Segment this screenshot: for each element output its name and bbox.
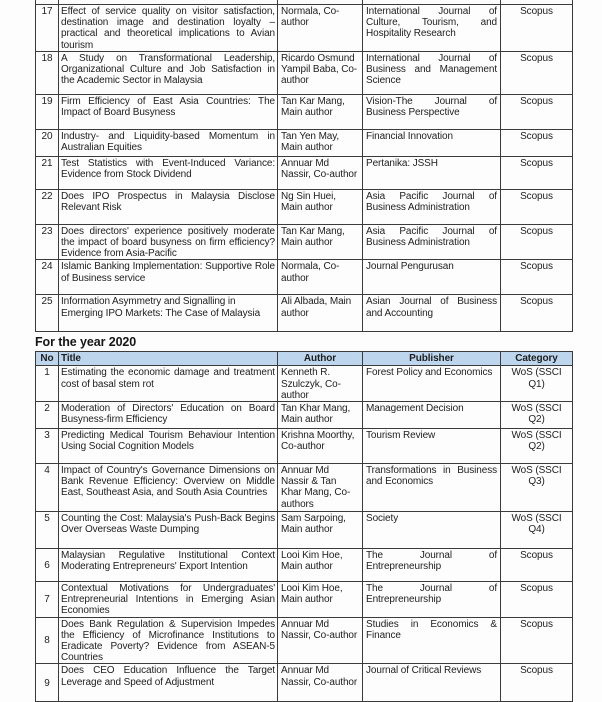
header-no: No <box>36 352 59 366</box>
cell-publisher: The Journal of Entrepreneurship <box>363 582 501 618</box>
cell-author: Tan Yen May, Main author <box>278 129 363 156</box>
cell-title: Moderation of Directors' Education on Board Busyness-firm Efficiency <box>59 402 278 429</box>
cell-author: Normala, Co-author <box>278 5 363 52</box>
cell-no: 19 <box>36 94 59 129</box>
cell-category: Scopus <box>501 94 573 129</box>
section-heading-2020: For the year 2020 <box>35 335 137 350</box>
cell-title: Does Bank Regulation & Supervision Impedes the Efficiency of Microfinance Institutions to Eradicate Poverty? Evidence from ASEAN-5 Countries <box>59 617 278 664</box>
cell-no: 21 <box>36 156 59 189</box>
table-row <box>36 402 573 429</box>
table-row <box>36 617 573 664</box>
table-row <box>36 189 573 224</box>
cell-no: 2 <box>36 402 59 429</box>
cell-author: Ali Albada, Main author <box>278 295 363 332</box>
cell-title: Predicting Medical Tourism Behaviour Intention Using Social Cognition Models <box>59 429 278 464</box>
table-row <box>36 582 573 618</box>
cell-publisher: International Journal of Culture, Tourism, and Hospitality Research <box>363 5 501 52</box>
table-row <box>36 549 573 582</box>
cell-no: 24 <box>36 260 59 295</box>
cell-author: Tan Khar Mang, Main author <box>278 402 363 429</box>
cell-title: Impact of Country's Governance Dimensions on Bank Revenue Efficiency: Overview on Middle East, Southeast Asia, and South Asia Countries <box>59 464 278 512</box>
table-row <box>36 512 573 549</box>
cell-title: Does directors' experience positively moderate the impact of board busyness on firm efficiency? Evidence from Asia-Pacific <box>59 224 278 260</box>
cell-publisher: Studies in Economics & Finance <box>363 617 501 664</box>
cell-publisher: Pertanika: JSSH <box>363 156 501 189</box>
cell-author: Normala, Co-author <box>278 260 363 295</box>
cell-no: 3 <box>36 429 59 464</box>
cell-category: Scopus <box>501 156 573 189</box>
cell-title: Contextual Motivations for Undergraduates' Entrepreneurial Intentions in Emerging Asian Economies <box>59 582 278 618</box>
cell-no: 20 <box>36 129 59 156</box>
table-row <box>36 464 573 512</box>
cell-publisher: Journal of Critical Reviews <box>363 664 501 702</box>
table-row <box>36 224 573 260</box>
cell-author: Looi Kim Hoe, Main author <box>278 549 363 582</box>
cell-publisher: Forest Policy and Economics <box>363 366 501 402</box>
cell-no: 8 <box>36 617 59 664</box>
cell-category: Scopus <box>501 260 573 295</box>
cell-category: Scopus <box>501 295 573 332</box>
header-category: Category <box>501 352 573 366</box>
cell-no: 23 <box>36 224 59 260</box>
cell-author: Sam Sarpoing, Main author <box>278 512 363 549</box>
header-author: Author <box>278 352 363 366</box>
table-row <box>36 260 573 295</box>
table-row <box>36 295 573 332</box>
cell-author: Kenneth R. Szulczyk, Co-author <box>278 366 363 402</box>
cell-title: A Study on Transformational Leadership, Organizational Culture and Job Satisfaction in the Academic Sector in Malaysia <box>59 51 278 94</box>
cell-title: Islamic Banking Implementation: Supportive Role of Business service <box>59 260 278 295</box>
publications-table-2020 <box>35 351 573 702</box>
cell-no: 18 <box>36 51 59 94</box>
cell-title: Does IPO Prospectus in Malaysia Disclose Relevant Risk <box>59 189 278 224</box>
cell-title: Firm Efficiency of East Asia Countries: The Impact of Board Busyness <box>59 94 278 129</box>
cell-publisher: The Journal of Entrepreneurship <box>363 549 501 582</box>
cell-title: Malaysian Regulative Institutional Context Moderating Entrepreneurs' Export Intention <box>59 549 278 582</box>
cell-title: Effect of service quality on visitor satisfaction, destination image and destination loyalty – practical and theoretical implications to Avian tourism <box>59 5 278 52</box>
cell-category: Scopus <box>501 664 573 702</box>
cell-no: 22 <box>36 189 59 224</box>
cell-category: Scopus <box>501 582 573 618</box>
table-row <box>36 156 573 189</box>
table-row <box>36 94 573 129</box>
cell-author: Ricardo Osmund Yampil Baba, Co-author <box>278 51 363 94</box>
cell-no: 25 <box>36 295 59 332</box>
cell-category: WoS (SSCI Q2) <box>501 429 573 464</box>
cell-publisher: Tourism Review <box>363 429 501 464</box>
cell-author: Annuar Md Nassir, Co-author <box>278 664 363 702</box>
cell-category: WoS (SSCI Q2) <box>501 402 573 429</box>
cell-publisher: Management Decision <box>363 402 501 429</box>
cell-title: Does CEO Education Influence the Target Leverage and Speed of Adjustment <box>59 664 278 702</box>
cell-category: WoS (SSCI Q3) <box>501 464 573 512</box>
cell-no: 6 <box>36 549 59 582</box>
cell-publisher: Asia Pacific Journal of Business Administration <box>363 224 501 260</box>
cell-category: WoS (SSCI Q4) <box>501 512 573 549</box>
table-row <box>36 5 573 52</box>
cell-author: Tan Kar Mang, Main author <box>278 224 363 260</box>
cell-no: 5 <box>36 512 59 549</box>
table-row <box>36 664 573 702</box>
table-row <box>36 51 573 94</box>
cell-category: Scopus <box>501 189 573 224</box>
cell-category: Scopus <box>501 129 573 156</box>
cell-author: Annuar Md Nassir, Co-author <box>278 617 363 664</box>
cell-publisher: Financial Innovation <box>363 129 501 156</box>
cell-no: 17 <box>36 5 59 52</box>
cell-author: Looi Kim Hoe, Main author <box>278 582 363 618</box>
cell-publisher: Asian Journal of Business and Accounting <box>363 295 501 332</box>
cell-no: 7 <box>36 582 59 618</box>
cell-publisher: Society <box>363 512 501 549</box>
cell-no: 4 <box>36 464 59 512</box>
cell-publisher: Asia Pacific Journal of Business Administration <box>363 189 501 224</box>
cell-publisher: Transformations in Business and Economics <box>363 464 501 512</box>
publications-table-continued <box>35 0 573 332</box>
cell-title: Counting the Cost: Malaysia's Push-Back Begins Over Overseas Waste Dumping <box>59 512 278 549</box>
table-row <box>36 429 573 464</box>
cell-title: Test Statistics with Event-Induced Variance: Evidence from Stock Dividend <box>59 156 278 189</box>
table-row <box>36 129 573 156</box>
cell-publisher: International Journal of Business and Management Science <box>363 51 501 94</box>
cell-category: Scopus <box>501 549 573 582</box>
cell-title: Information Asymmetry and Signalling in Emerging IPO Markets: The Case of Malaysia <box>59 295 278 332</box>
cell-author: Ng Sin Huei, Main author <box>278 189 363 224</box>
cell-category: Scopus <box>501 5 573 52</box>
cell-title: Industry- and Liquidity-based Momentum in Australian Equities <box>59 129 278 156</box>
cell-title: Estimating the economic damage and treatment cost of basal stem rot <box>59 366 278 402</box>
cell-category: Scopus <box>501 51 573 94</box>
cell-author: Annuar Md Nassir, Co-author <box>278 156 363 189</box>
cell-category: WoS (SSCI Q1) <box>501 366 573 402</box>
cell-author: Krishna Moorthy, Co-author <box>278 429 363 464</box>
cell-publisher: Journal Pengurusan <box>363 260 501 295</box>
table-row <box>36 366 573 402</box>
cell-category: Scopus <box>501 617 573 664</box>
cell-author: Tan Kar Mang, Main author <box>278 94 363 129</box>
cell-publisher: Vision-The Journal of Business Perspective <box>363 94 501 129</box>
header-publisher: Publisher <box>363 352 501 366</box>
header-title: Title <box>59 352 278 366</box>
cell-no: 1 <box>36 366 59 402</box>
cell-no: 9 <box>36 664 59 702</box>
cell-category: Scopus <box>501 224 573 260</box>
cell-author: Annuar Md Nassir & Tan Khar Mang, Co-authors <box>278 464 363 512</box>
table-header-row <box>36 352 573 366</box>
